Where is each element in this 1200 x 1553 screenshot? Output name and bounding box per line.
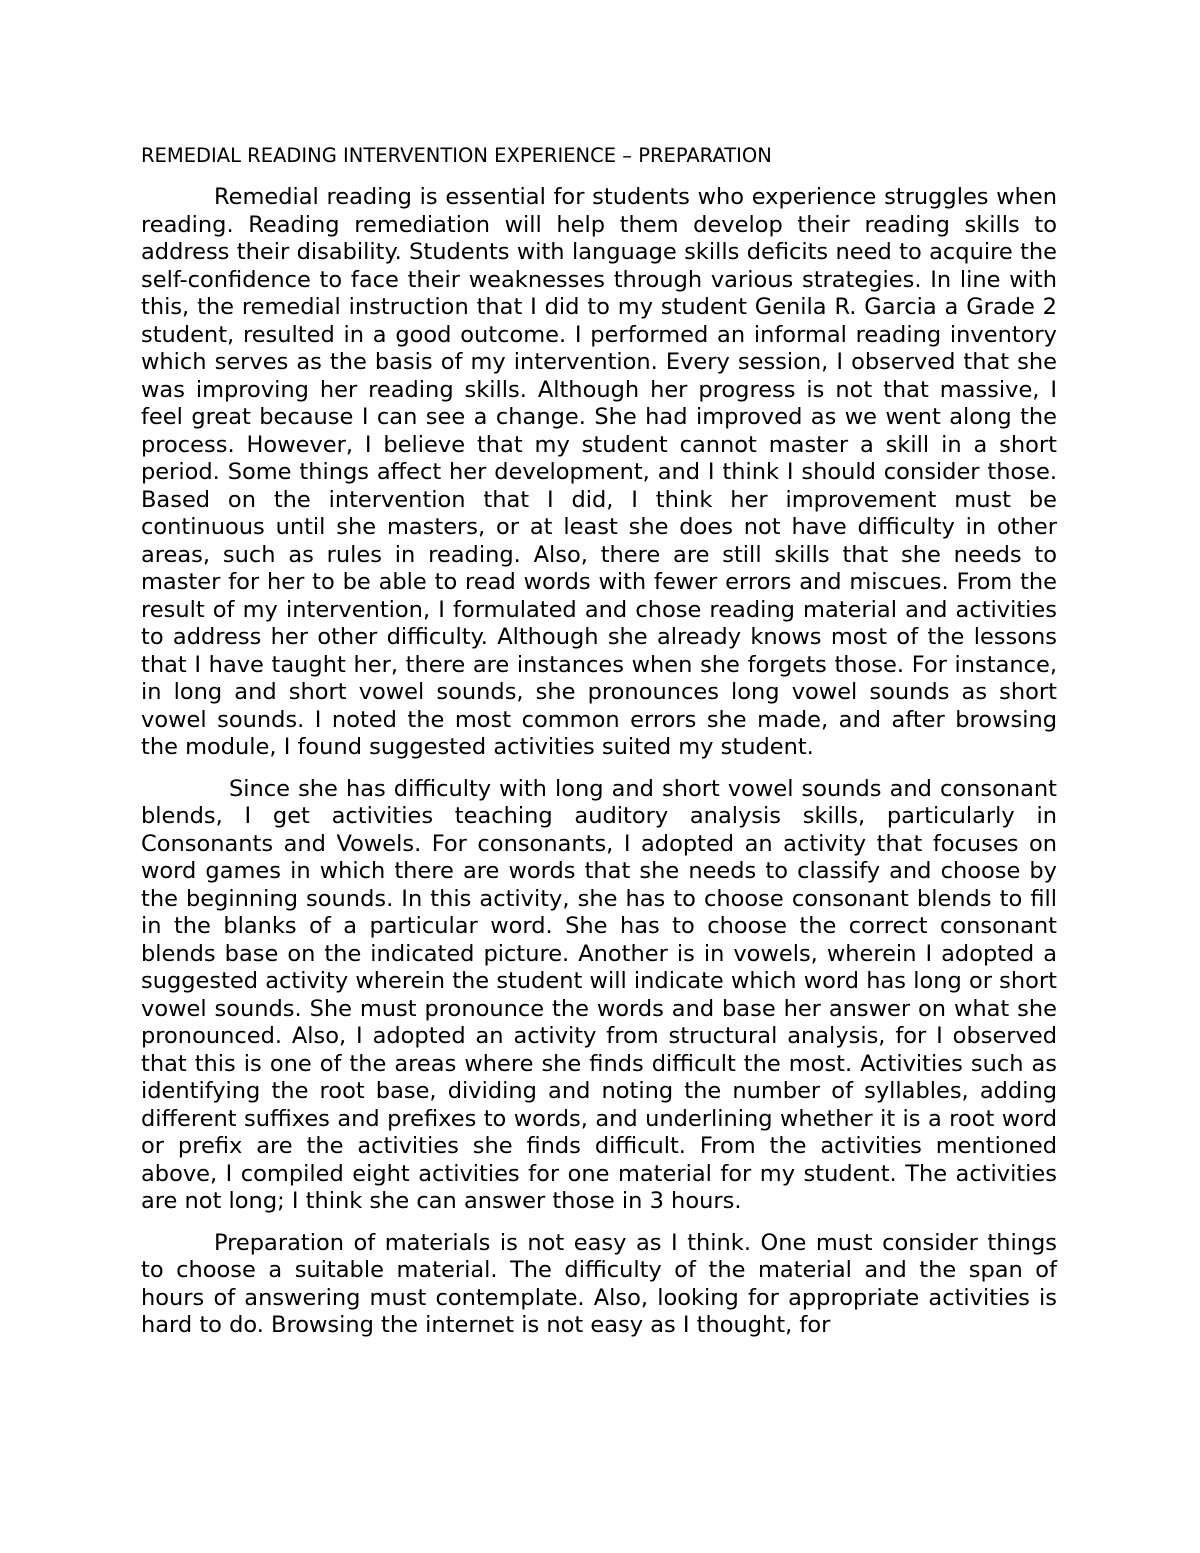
paragraph-1: Remedial reading is essential for students who experience struggles when reading. Reading remediation will help them develop their reading skills to address their disability. Students with language skills deficits need to acquire the self-confidence to face their weaknesses through various strategies. In line with this, the remedial instruction that I did to my student Genila R. Garcia a Grade 2 student, resulted in a good outcome. I performed an informal reading inventory which serves as the basis of my intervention. Every session, I observed that she was improving her reading skills. Although her progress is not that massive, I feel great because I can see a change. She had improved as we went along the process. However, I believe that my student cannot master a skill in a short period. Some things affect her development, and I think I should consider those. Based on the intervention that I did, I think her improvement must be continuous until she masters, or at least she does not have difficulty in other areas, such as rules in reading. Also, there are still skills that she needs to master for her to be able to read words with fewer errors and miscues. From the result of my intervention, I formulated and chose reading material and activities to address her other difficulty. Although she already knows most of the lessons that I have taught her, there are instances when she forgets those. For instance, in long and short vowel sounds, she pronounces long vowel sounds as short vowel sounds. I noted the most common errors she made, and after browsing the module, I found suggested activities suited my student. (141, 184, 1057, 760)
paragraph-2: Since she has difficulty with long and short vowel sounds and consonant blends, I get activities teaching auditory analysis skills, particularly in Consonants and Vowels. For consonants, I adopted an activity that focuses on word games in which there are words that she needs to classify and choose by the beginning sounds. In this activity, she has to choose consonant blends to fill in the blanks of a particular word. She has to choose the correct consonant blends base on the indicated picture. Another is in vowels, wherein I adopted a suggested activity wherein the student will indicate which word has long or short vowel sounds. She must pronounce the words and base her answer on what she pronounced. Also, I adopted an activity from structural analysis, for I observed that this is one of the areas where she finds difficult the most. Activities such as identifying the root base, dividing and noting the number of syllables, adding different suffixes and prefixes to words, and underlining whether it is a root word or prefix are the activities she finds difficult. From the activities mentioned above, I compiled eight activities for one material for my student. The activities are not long; I think she can answer those in 3 hours. (141, 775, 1057, 1214)
document-body (141, 184, 1057, 1354)
paragraph-3: Preparation of materials is not easy as I think. One must consider things to choose a suitable material. The difficulty of the material and the span of hours of answering must contemplate. Also, looking for appropriate activities is hard to do. Browsing the internet is not easy as I thought, for (141, 1229, 1057, 1338)
document-title: REMEDIAL READING INTERVENTION EXPERIENCE – PREPARATION (141, 144, 772, 167)
